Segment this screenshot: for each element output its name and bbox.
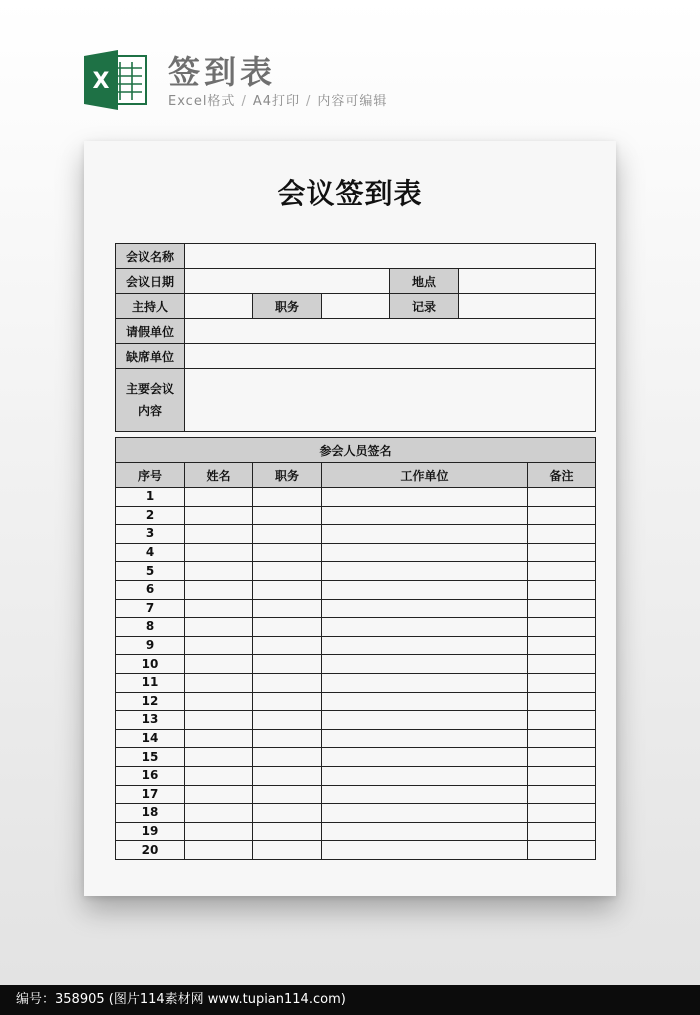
remarks-field[interactable] xyxy=(528,599,596,618)
name-field[interactable] xyxy=(185,525,253,544)
position-field[interactable] xyxy=(253,841,322,860)
position-field[interactable] xyxy=(253,692,322,711)
work-unit-field[interactable] xyxy=(322,636,528,655)
position-field[interactable] xyxy=(253,506,322,525)
signature-section-title: 参会人员签名 xyxy=(116,438,596,463)
table-row xyxy=(116,488,596,507)
work-unit-field[interactable] xyxy=(322,822,528,841)
row-number: 3 xyxy=(116,525,185,544)
column-header: 工作单位 xyxy=(322,463,528,488)
name-field[interactable] xyxy=(185,488,253,507)
table-row xyxy=(116,766,596,785)
table-row xyxy=(116,748,596,767)
work-unit-field[interactable] xyxy=(322,748,528,767)
remarks-field[interactable] xyxy=(528,562,596,581)
recorder-label: 记录 xyxy=(390,294,459,319)
page-title: 签到表 xyxy=(168,53,277,91)
recorder-field[interactable] xyxy=(459,294,596,319)
remarks-field[interactable] xyxy=(528,636,596,655)
host-field[interactable] xyxy=(185,294,253,319)
name-field[interactable] xyxy=(185,841,253,860)
name-field[interactable] xyxy=(185,673,253,692)
position-field[interactable] xyxy=(253,599,322,618)
name-field[interactable] xyxy=(185,822,253,841)
column-header: 序号 xyxy=(116,463,185,488)
name-field[interactable] xyxy=(185,785,253,804)
leave-unit-label: 请假单位 xyxy=(116,319,185,344)
row-number: 4 xyxy=(116,543,185,562)
leave-unit-field[interactable] xyxy=(185,319,596,344)
name-field[interactable] xyxy=(185,506,253,525)
separator: / xyxy=(241,94,247,109)
work-unit-field[interactable] xyxy=(322,711,528,730)
position-field[interactable] xyxy=(253,822,322,841)
meeting-name-label: 会议名称 xyxy=(116,244,185,269)
row-number: 14 xyxy=(116,729,185,748)
table-row xyxy=(116,841,596,860)
table-row xyxy=(116,692,596,711)
name-field[interactable] xyxy=(185,711,253,730)
footer-bar xyxy=(0,985,700,1015)
sign-in-sheet xyxy=(84,141,616,896)
editable-label: 内容可编辑 xyxy=(317,94,388,109)
position-label: 职务 xyxy=(253,294,322,319)
footer-text: 编号：358905 (图片114素材网 www.tupian114.com) xyxy=(16,992,346,1007)
meeting-date-label: 会议日期 xyxy=(116,269,185,294)
work-unit-field[interactable] xyxy=(322,562,528,581)
row-number: 12 xyxy=(116,692,185,711)
main-content-field[interactable] xyxy=(185,369,596,432)
work-unit-field[interactable] xyxy=(322,729,528,748)
table-row xyxy=(116,294,596,319)
row-number: 20 xyxy=(116,841,185,860)
table-row xyxy=(116,785,596,804)
remarks-field[interactable] xyxy=(528,655,596,674)
location-field[interactable] xyxy=(459,269,596,294)
table-row xyxy=(116,711,596,730)
table-row xyxy=(116,543,596,562)
row-number: 11 xyxy=(116,673,185,692)
row-number: 13 xyxy=(116,711,185,730)
table-row xyxy=(116,804,596,823)
main-content-label xyxy=(116,369,185,432)
table-row xyxy=(116,636,596,655)
work-unit-field[interactable] xyxy=(322,785,528,804)
table-row xyxy=(116,525,596,544)
position-field[interactable] xyxy=(253,488,322,507)
table-row xyxy=(116,729,596,748)
row-number: 5 xyxy=(116,562,185,581)
work-unit-field[interactable] xyxy=(322,488,528,507)
main-content-label-line2: 内容 xyxy=(137,404,162,418)
table-row xyxy=(116,438,596,463)
remarks-field[interactable] xyxy=(528,488,596,507)
row-number: 7 xyxy=(116,599,185,618)
name-field[interactable] xyxy=(185,618,253,637)
position-field[interactable] xyxy=(253,804,322,823)
column-header: 职务 xyxy=(253,463,322,488)
row-number: 15 xyxy=(116,748,185,767)
work-unit-field[interactable] xyxy=(322,543,528,562)
table-row xyxy=(116,822,596,841)
excel-letter: X xyxy=(92,69,110,94)
name-field[interactable] xyxy=(185,599,253,618)
table-header-row xyxy=(116,463,596,488)
work-unit-field[interactable] xyxy=(322,692,528,711)
absent-unit-field[interactable] xyxy=(185,344,596,369)
position-field[interactable] xyxy=(322,294,390,319)
position-field[interactable] xyxy=(253,729,322,748)
position-field[interactable] xyxy=(253,766,322,785)
remarks-field[interactable] xyxy=(528,543,596,562)
table-row xyxy=(116,506,596,525)
position-field[interactable] xyxy=(253,673,322,692)
row-number: 19 xyxy=(116,822,185,841)
remarks-field[interactable] xyxy=(528,748,596,767)
row-number: 18 xyxy=(116,804,185,823)
work-unit-field[interactable] xyxy=(322,580,528,599)
remarks-field[interactable] xyxy=(528,618,596,637)
name-field[interactable] xyxy=(185,804,253,823)
work-unit-field[interactable] xyxy=(322,673,528,692)
table-row xyxy=(116,599,596,618)
sheet-title: 会议签到表 xyxy=(277,177,423,210)
row-number: 17 xyxy=(116,785,185,804)
size-label: A4打印 xyxy=(252,94,300,109)
position-field[interactable] xyxy=(253,562,322,581)
name-field[interactable] xyxy=(185,729,253,748)
name-field[interactable] xyxy=(185,543,253,562)
row-number: 8 xyxy=(116,618,185,637)
remarks-field[interactable] xyxy=(528,506,596,525)
table-row xyxy=(116,580,596,599)
table-row xyxy=(116,269,596,294)
position-field[interactable] xyxy=(253,525,322,544)
header-subtitle xyxy=(168,94,387,110)
position-field[interactable] xyxy=(253,580,322,599)
separator: / xyxy=(306,94,312,109)
excel-icon xyxy=(84,50,148,110)
remarks-field[interactable] xyxy=(528,766,596,785)
name-field[interactable] xyxy=(185,655,253,674)
remarks-field[interactable] xyxy=(528,804,596,823)
name-field[interactable] xyxy=(185,766,253,785)
remarks-field[interactable] xyxy=(528,711,596,730)
table-row xyxy=(116,618,596,637)
work-unit-field[interactable] xyxy=(322,618,528,637)
name-field[interactable] xyxy=(185,748,253,767)
row-number: 6 xyxy=(116,580,185,599)
remarks-field[interactable] xyxy=(528,785,596,804)
meeting-info-table xyxy=(115,243,596,432)
meeting-date-field[interactable] xyxy=(185,269,390,294)
meeting-name-field[interactable] xyxy=(185,244,596,269)
row-number: 16 xyxy=(116,766,185,785)
work-unit-field[interactable] xyxy=(322,841,528,860)
remarks-field[interactable] xyxy=(528,841,596,860)
row-number: 9 xyxy=(116,636,185,655)
remarks-field[interactable] xyxy=(528,673,596,692)
host-label: 主持人 xyxy=(116,294,185,319)
column-header: 姓名 xyxy=(185,463,253,488)
remarks-field[interactable] xyxy=(528,580,596,599)
position-field[interactable] xyxy=(253,636,322,655)
format-label: Excel格式 xyxy=(168,94,236,109)
position-field[interactable] xyxy=(253,748,322,767)
position-field[interactable] xyxy=(253,711,322,730)
remarks-field[interactable] xyxy=(528,692,596,711)
work-unit-field[interactable] xyxy=(322,599,528,618)
remarks-field[interactable] xyxy=(528,729,596,748)
table-row xyxy=(116,673,596,692)
name-field[interactable] xyxy=(185,562,253,581)
table-row xyxy=(116,562,596,581)
location-label: 地点 xyxy=(390,269,459,294)
main-content-label-line1: 主要会议 xyxy=(125,382,174,396)
name-field[interactable] xyxy=(185,636,253,655)
attendee-signature-table xyxy=(115,437,596,860)
remarks-field[interactable] xyxy=(528,822,596,841)
work-unit-field[interactable] xyxy=(322,525,528,544)
signature-rows xyxy=(116,488,596,860)
position-field[interactable] xyxy=(253,618,322,637)
name-field[interactable] xyxy=(185,692,253,711)
table-row xyxy=(116,655,596,674)
name-field[interactable] xyxy=(185,580,253,599)
table-row xyxy=(116,244,596,269)
work-unit-field[interactable] xyxy=(322,655,528,674)
position-field[interactable] xyxy=(253,543,322,562)
document-header xyxy=(84,48,484,114)
absent-unit-label: 缺席单位 xyxy=(116,344,185,369)
position-field[interactable] xyxy=(253,785,322,804)
table-row xyxy=(116,319,596,344)
table-row xyxy=(116,344,596,369)
table-row xyxy=(116,369,596,432)
column-header: 备注 xyxy=(528,463,596,488)
row-number: 1 xyxy=(116,488,185,507)
work-unit-field[interactable] xyxy=(322,804,528,823)
row-number: 2 xyxy=(116,506,185,525)
position-field[interactable] xyxy=(253,655,322,674)
work-unit-field[interactable] xyxy=(322,766,528,785)
remarks-field[interactable] xyxy=(528,525,596,544)
work-unit-field[interactable] xyxy=(322,506,528,525)
row-number: 10 xyxy=(116,655,185,674)
